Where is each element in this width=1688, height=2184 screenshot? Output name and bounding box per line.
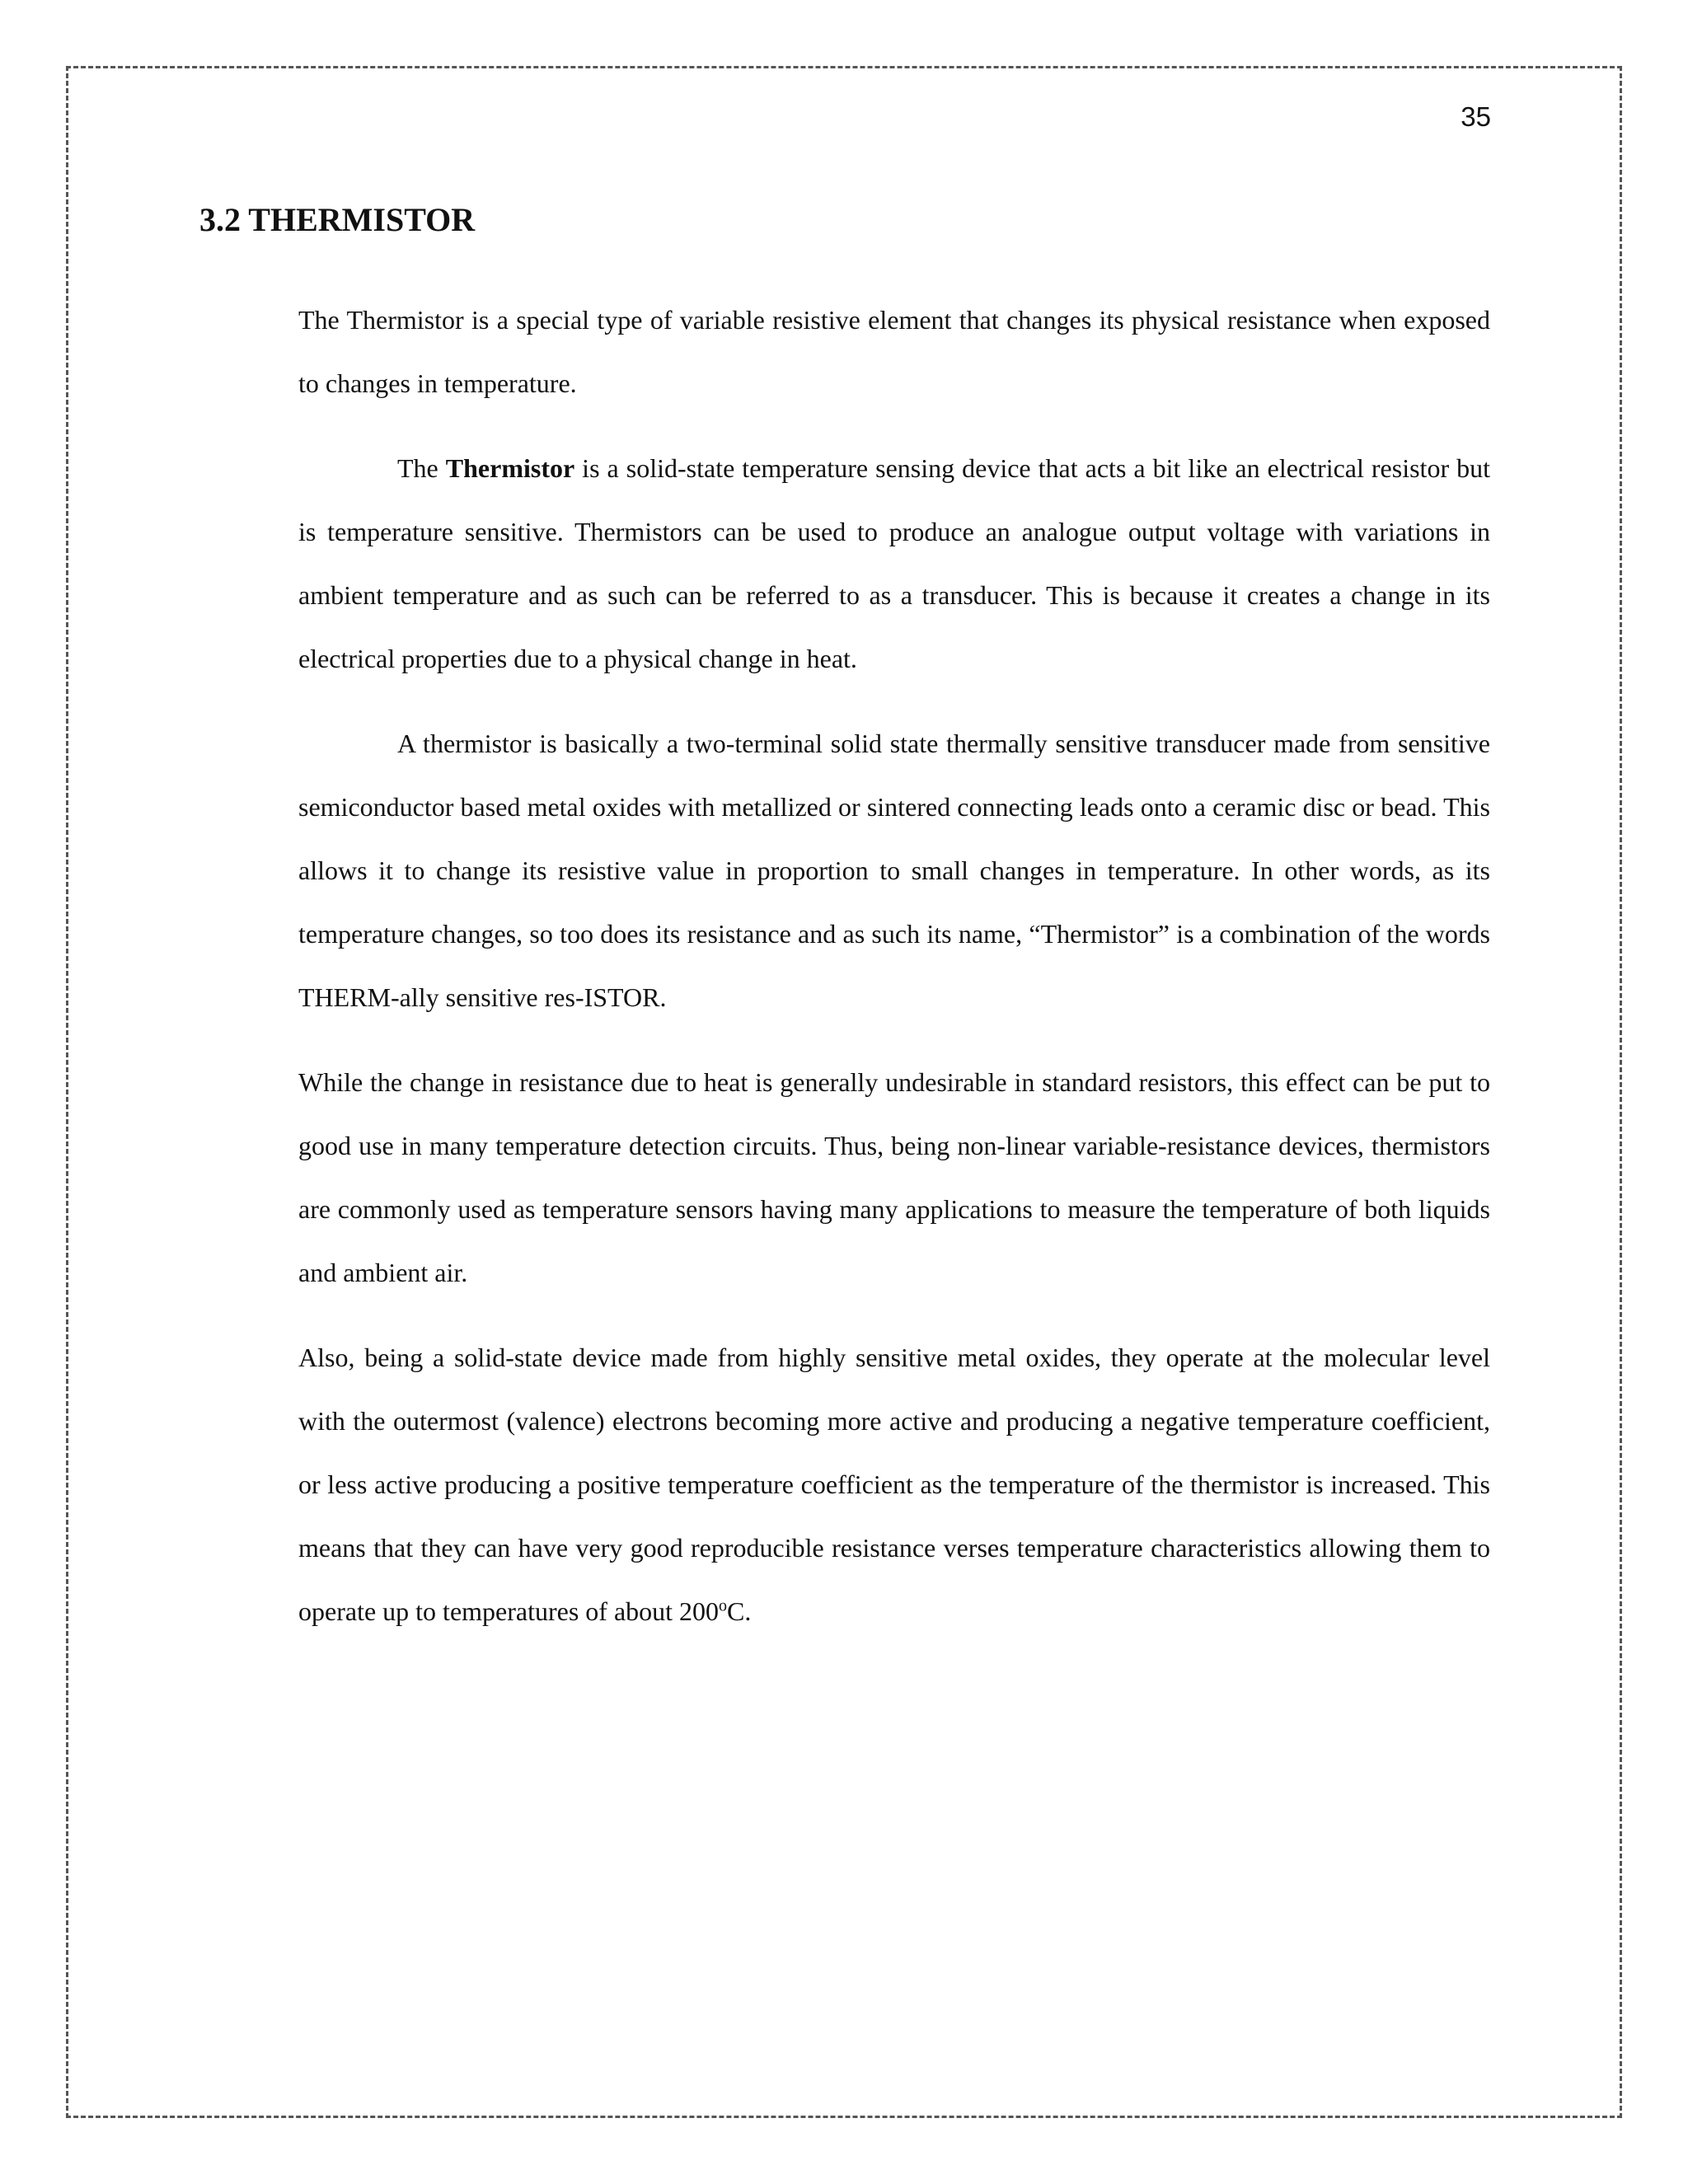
paragraph-3: A thermistor is basically a two-terminal solid state thermally sensitive transducer made from sensitive semiconductor based metal oxides with metallized or sintered connecting leads onto a ceramic disc or bead. This allows it to change its resistive value in proportion to small changes in temperature. In other words, as its temperature changes, so too does its resistance and as such its name, “Thermistor” is a combination of the words THERM-ally sensitive res-ISTOR.	[298, 729, 1490, 1012]
paragraph-2-rest: is a solid-state temperature sensing device that acts a bit like an electrical resistor but is temperature sensitive. Thermistors can be used to produce an analogue output voltage with variations in ambient temperature and as such can be referred to as a transducer. This is because it creates a change in its electrical properties due to a physical change in heat.	[298, 453, 1491, 673]
paragraph-2-lead: The	[397, 453, 446, 483]
section-heading: 3.2 THERMISTOR	[199, 201, 476, 238]
paragraph-5-text: Also, being a solid-state device made from highly sensitive metal oxides, they operate at the molecular level with the outermost (valence) electrons becoming more active and producing a negative temperature coefficient, or less active producing a positive temperature coefficient as the temperature of the thermistor is increased. This means that they can have very good reproducible resistance verses temperature characteristics allowing them to operate up to temperatures of about 200	[298, 1343, 1490, 1626]
paragraph-5	[298, 1326, 1490, 1643]
temperature-unit: C.	[727, 1596, 752, 1626]
paragraph-1: The Thermistor is a special type of variable resistive element that changes its physical resistance when exposed to changes in temperature.	[298, 305, 1490, 398]
body-text	[298, 288, 1490, 1665]
thermistor-bold-term: Thermistor	[445, 453, 575, 483]
paragraph-4: While the change in resistance due to heat is generally undesirable in standard resistors, this effect can be put to good use in many temperature detection circuits. Thus, being non-linear variable-resistance devices, thermistors are commonly used as temperature sensors having many applications to measure the temperature of both liquids and ambient air.	[298, 1067, 1490, 1287]
degree-superscript: o	[719, 1596, 728, 1615]
page-number: 35	[1461, 101, 1491, 132]
paragraph-2	[298, 437, 1490, 691]
